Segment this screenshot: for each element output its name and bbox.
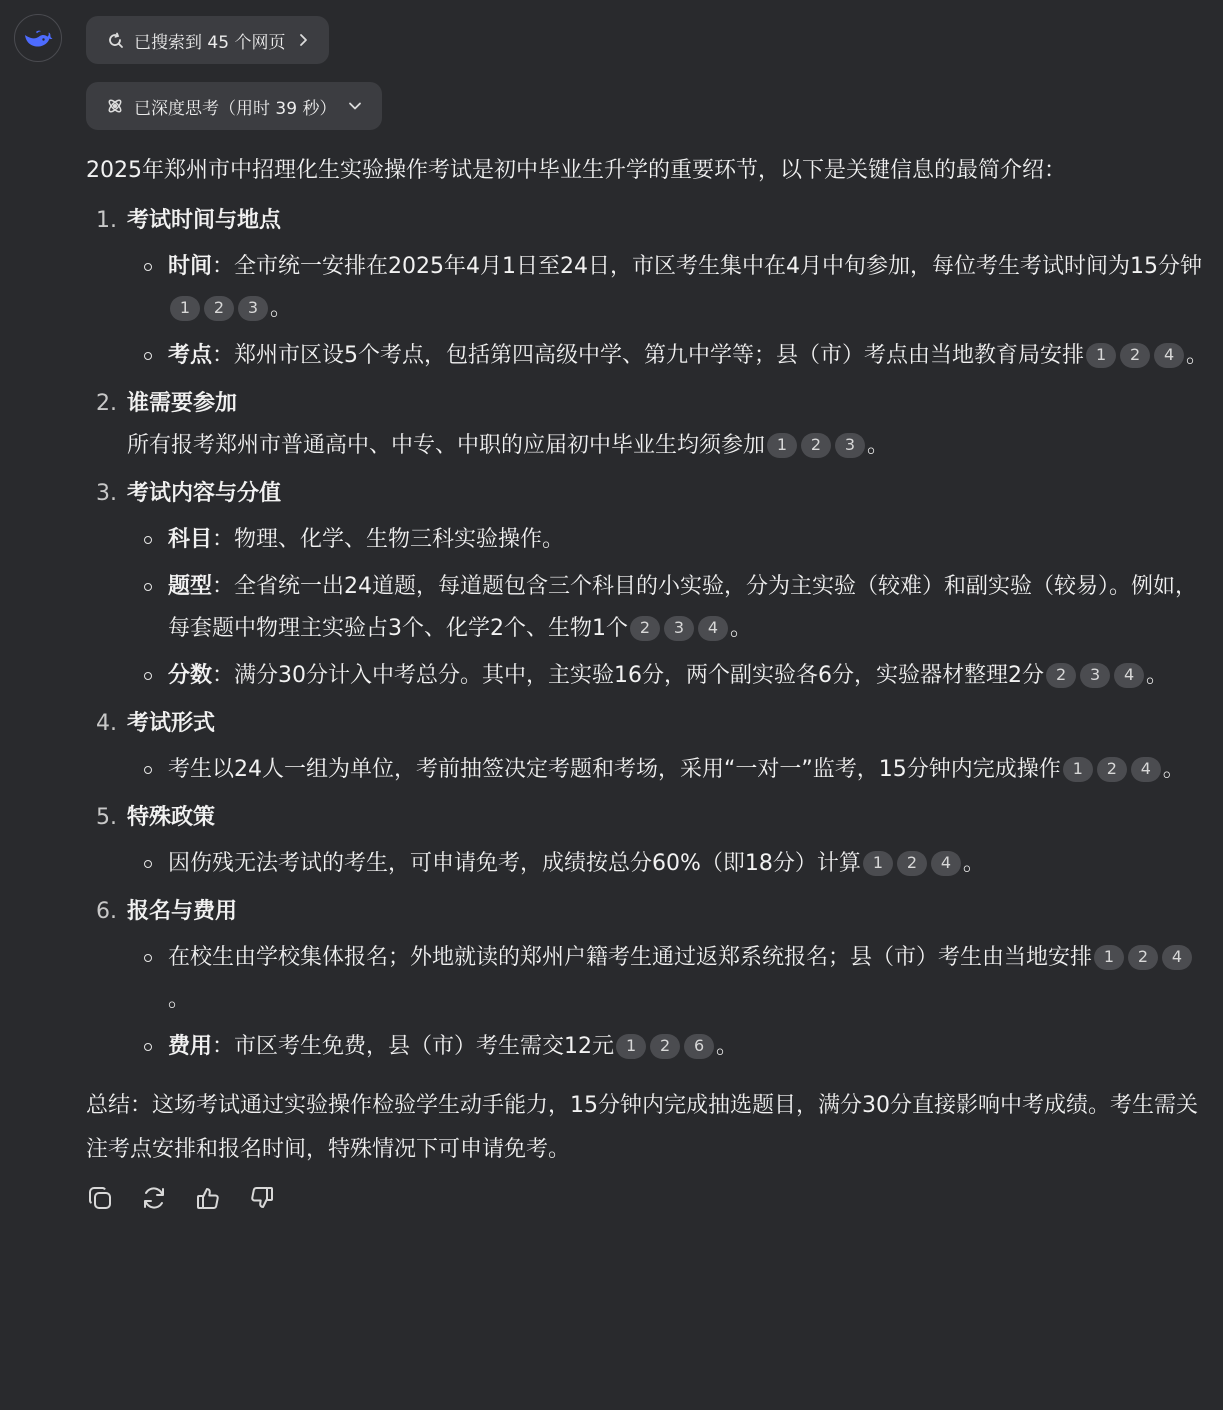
item-end: 。 [867, 433, 890, 458]
bullet-item [127, 749, 1216, 791]
item-term: 科目 [168, 527, 213, 552]
section-item [86, 473, 1216, 697]
citation-badge[interactable]: 1 [767, 433, 797, 458]
item-end: 。 [1162, 757, 1185, 782]
assistant-message [86, 16, 1216, 1212]
section-number: 3. [96, 481, 117, 506]
section-number: 2. [96, 391, 117, 416]
citation-badge[interactable]: 1 [863, 851, 893, 876]
chevron-right-icon [297, 33, 309, 47]
item-separator: ： [212, 663, 235, 688]
item-separator: ： [212, 527, 235, 552]
item-text: 满分30分计入中考总分。其中，主实验16分，两个副实验各6分，实验器材整理2分 [234, 663, 1045, 688]
copy-button[interactable] [86, 1184, 114, 1212]
item-end: 。 [168, 987, 191, 1012]
item-term: 时间 [168, 254, 213, 279]
citation-badge[interactable]: 4 [1162, 945, 1192, 970]
item-text: 考生以24人一组为单位，考前抽签决定考题和考场，采用“一对一”监考，15分钟内完成操作 [168, 757, 1061, 782]
citation-badge[interactable]: 2 [1120, 343, 1150, 368]
item-text: 郑州市区设5个考点，包括第四高级中学、第九中学等；县（市）考点由当地教育局安排 [234, 343, 1085, 368]
section-title: 谁需要参加 [127, 391, 238, 416]
bullet-item [127, 937, 1216, 1021]
item-separator: ： [212, 254, 235, 279]
bullet-item [127, 246, 1216, 330]
copy-icon [86, 1184, 114, 1212]
bullet-list [127, 843, 1216, 885]
citation-badge[interactable]: 2 [801, 433, 831, 458]
bullet-item [127, 1026, 1216, 1068]
section-title: 特殊政策 [127, 805, 216, 830]
regenerate-button[interactable] [140, 1184, 168, 1212]
item-text: 物理、化学、生物三科实验操作。 [234, 527, 565, 552]
citation-badge[interactable]: 4 [698, 616, 728, 641]
citation-badge[interactable]: 2 [204, 296, 234, 321]
citation-badge[interactable]: 1 [1086, 343, 1116, 368]
section-item [86, 200, 1216, 377]
thumbs-down-button[interactable] [248, 1184, 276, 1212]
item-separator: ： [212, 574, 235, 599]
bullet-list [127, 246, 1216, 377]
citation-badge[interactable]: 3 [835, 433, 865, 458]
search-results-pill[interactable] [86, 16, 329, 64]
section-body [127, 425, 1216, 467]
section-list [86, 200, 1216, 1068]
citation-badge[interactable]: 6 [684, 1034, 714, 1059]
section-item [86, 703, 1216, 791]
summary-paragraph: 总结：这场考试通过实验操作检验学生动手能力，15分钟内完成抽选题目，满分30分直接影响中考成绩。考生需关注考点安排和报名时间，特殊情况下可申请免考。 [86, 1093, 1198, 1162]
item-end: 。 [1186, 343, 1209, 368]
citation-badge[interactable]: 4 [931, 851, 961, 876]
refresh-icon [140, 1184, 168, 1212]
item-end: 。 [730, 616, 753, 641]
item-term: 考点 [168, 343, 213, 368]
item-end: 。 [962, 851, 985, 876]
item-text: 全省统一出24道题，每道题包含三个科目的小实验，分为主实验（较难）和副实验（较易）。例如，每套题中物理主实验占3个、化学2个、生物1个 [168, 574, 1198, 641]
citation-badge[interactable]: 1 [170, 296, 200, 321]
deepseek-whale-icon [23, 26, 53, 50]
bullet-list [127, 519, 1216, 697]
deep-think-pill[interactable] [86, 82, 382, 130]
bullet-item [127, 519, 1216, 561]
section-number: 1. [96, 208, 117, 233]
section-number: 6. [96, 899, 117, 924]
search-results-label: 已搜索到 45 个网页 [134, 32, 286, 53]
citation-badge[interactable]: 2 [630, 616, 660, 641]
item-text: 在校生由学校集体报名；外地就读的郑州户籍考生通过返郑系统报名；县（市）考生由当地安排 [168, 945, 1093, 970]
item-end: 。 [716, 1034, 739, 1059]
thumbs-down-icon [248, 1184, 276, 1212]
bullet-item [127, 566, 1216, 650]
citation-badge[interactable]: 1 [1094, 945, 1124, 970]
citation-badge[interactable]: 3 [664, 616, 694, 641]
chevron-down-icon [348, 100, 362, 112]
section-item [86, 891, 1216, 1068]
bullet-item [127, 335, 1216, 377]
section-number: 4. [96, 711, 117, 736]
citation-badge[interactable]: 4 [1131, 757, 1161, 782]
item-separator: ： [212, 343, 235, 368]
message-actions [86, 1184, 1216, 1212]
item-term: 分数 [168, 663, 213, 688]
citation-badge[interactable]: 3 [1080, 663, 1110, 688]
section-title: 考试形式 [127, 711, 216, 736]
citation-badge[interactable]: 2 [1128, 945, 1158, 970]
avatar [14, 14, 62, 62]
bullet-list [127, 749, 1216, 791]
citation-badge[interactable]: 2 [897, 851, 927, 876]
section-item [86, 797, 1216, 885]
item-end: 。 [1146, 663, 1169, 688]
search-refresh-icon [106, 31, 124, 49]
item-text: 因伤残无法考试的考生，可申请免考，成绩按总分60%（即18分）计算 [168, 851, 861, 876]
intro-paragraph: 2025年郑州市中招理化生实验操作考试是初中毕业生升学的重要环节，以下是关键信息的最简介绍： [86, 158, 1066, 183]
section-title: 考试内容与分值 [127, 481, 282, 506]
section-title: 报名与费用 [127, 899, 238, 924]
thumbs-up-icon [194, 1184, 222, 1212]
atom-icon [106, 97, 124, 115]
bullet-list [127, 937, 1216, 1068]
thumbs-up-button[interactable] [194, 1184, 222, 1212]
item-term: 费用 [168, 1034, 213, 1059]
section-item [86, 383, 1216, 467]
bullet-item [127, 843, 1216, 885]
section-number: 5. [96, 805, 117, 830]
citation-badge[interactable]: 1 [1063, 757, 1093, 782]
item-separator: ： [212, 1034, 235, 1059]
citation-badge[interactable]: 2 [1097, 757, 1127, 782]
deep-think-label: 已深度思考（用时 39 秒） [134, 98, 337, 119]
citation-badge[interactable]: 3 [238, 296, 268, 321]
bullet-item [127, 655, 1216, 697]
section-title: 考试时间与地点 [127, 208, 282, 233]
citation-badge[interactable]: 2 [1046, 663, 1076, 688]
citation-badge[interactable]: 4 [1114, 663, 1144, 688]
citation-badge[interactable]: 2 [650, 1034, 680, 1059]
item-end: 。 [270, 296, 293, 321]
item-text: 所有报考郑州市普通高中、中专、中职的应届初中毕业生均须参加 [127, 433, 766, 458]
citation-badge[interactable]: 1 [616, 1034, 646, 1059]
item-text: 全市统一安排在2025年4月1日至24日，市区考生集中在4月中旬参加，每位考生考试时间为15分钟 [234, 254, 1203, 279]
item-text: 市区考生免费，县（市）考生需交12元 [234, 1034, 615, 1059]
citation-badge[interactable]: 4 [1154, 343, 1184, 368]
item-term: 题型 [168, 574, 213, 599]
